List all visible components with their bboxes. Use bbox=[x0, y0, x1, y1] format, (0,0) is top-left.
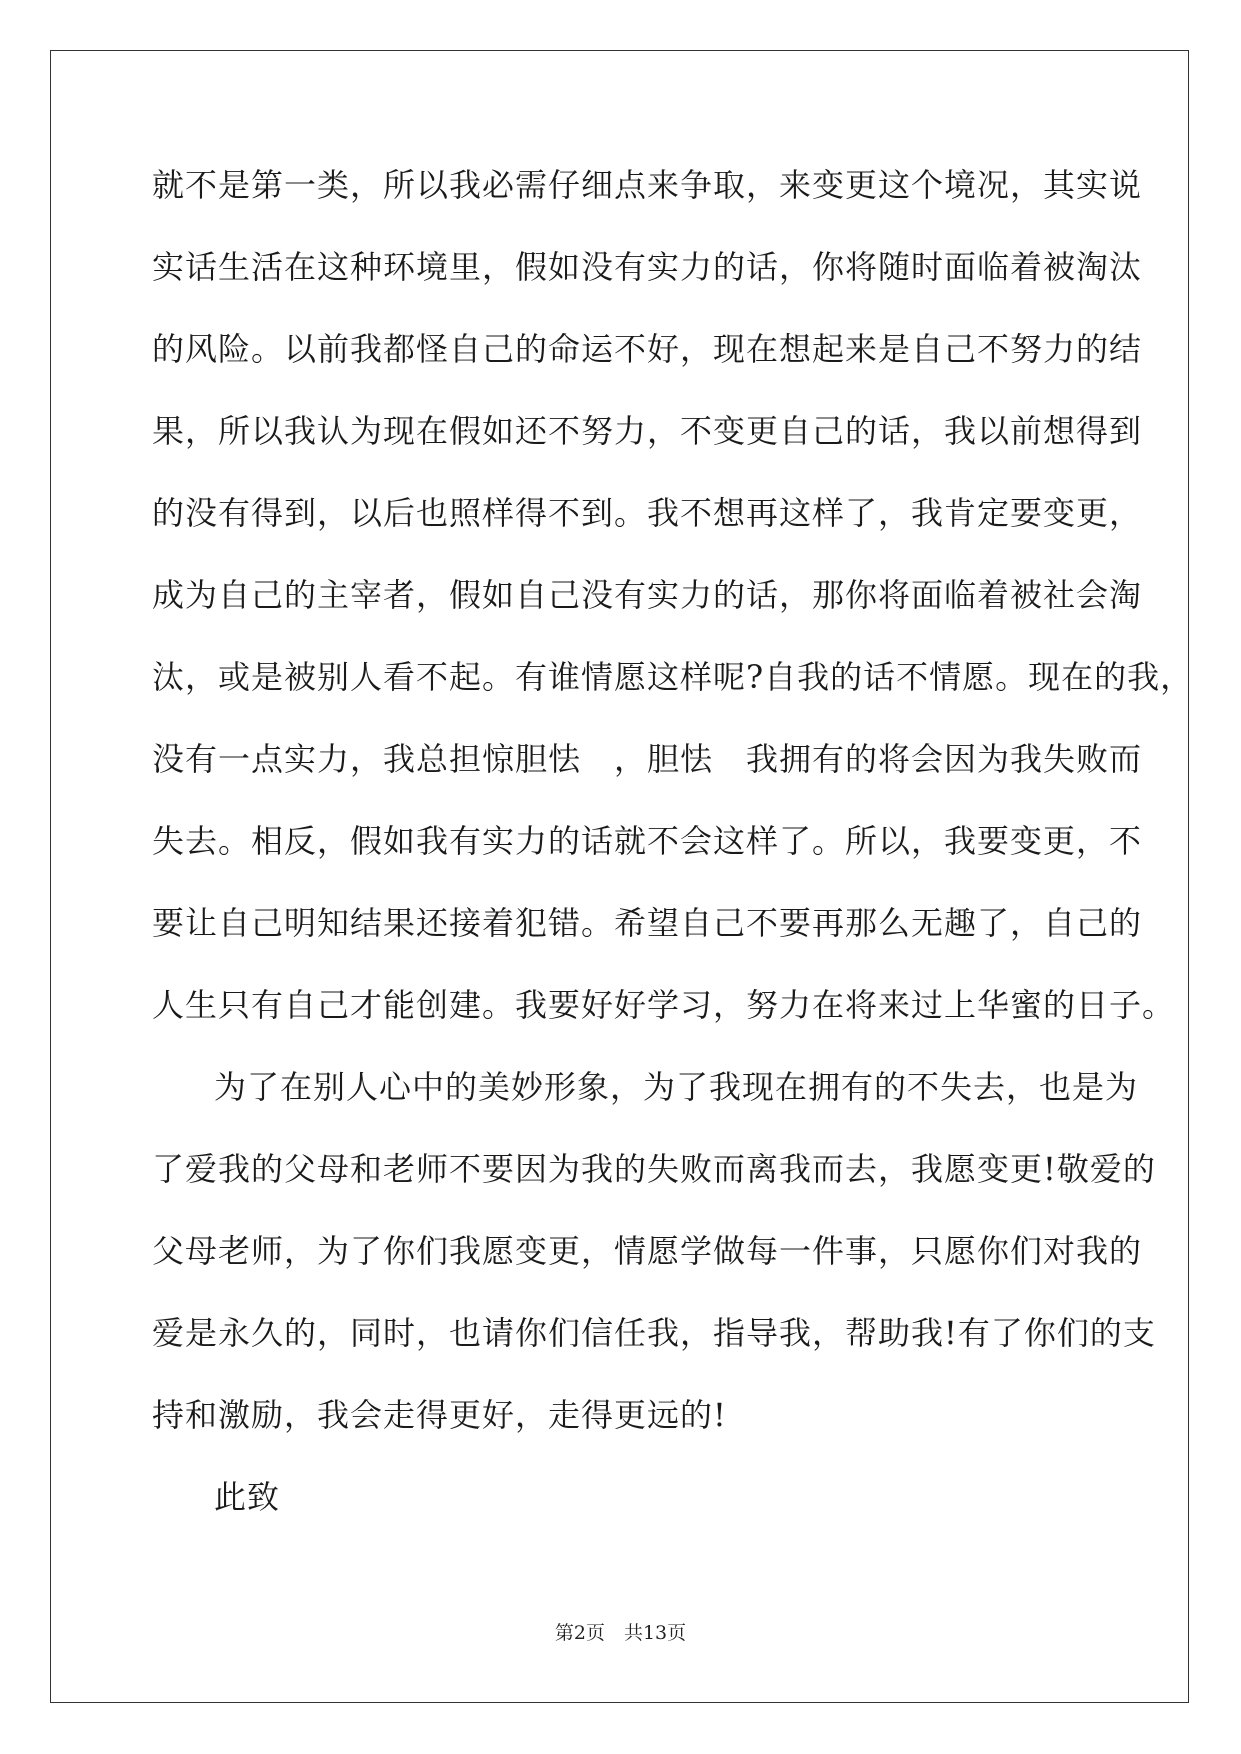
text-line: 失去。相反，假如我有实力的话就不会这样了。所以，我要变更，不 bbox=[152, 822, 1143, 860]
text-line: 了爱我的父母和老师不要因为我的失败而离我而去，我愿变更!敬爱的 bbox=[152, 1150, 1156, 1188]
document-body bbox=[152, 160, 1194, 1554]
page-footer bbox=[0, 1618, 1241, 1645]
paragraph-start-line: 为了在别人心中的美妙形象，为了我现在拥有的不失去，也是为 bbox=[214, 1068, 1139, 1106]
text-line: 果，所以我认为现在假如还不努力，不变更自己的话，我以前想得到 bbox=[152, 412, 1143, 450]
text-line: 成为自己的主宰者，假如自己没有实力的话，那你将面临着被社会淘 bbox=[152, 576, 1143, 614]
text-line: 没有一点实力，我总担惊胆怯 ，胆怯 我拥有的将会因为我失败而 bbox=[152, 740, 1143, 778]
text-line: 的风险。以前我都怪自己的命运不好，现在想起来是自己不努力的结 bbox=[152, 330, 1143, 368]
text-line: 的没有得到，以后也照样得不到。我不想再这样了，我肯定要变更， bbox=[152, 494, 1143, 532]
text-line: 实话生活在这种环境里，假如没有实力的话，你将随时面临着被淘汰 bbox=[152, 248, 1143, 286]
text-line: 就不是第一类，所以我必需仔细点来争取，来变更这个境况，其实说 bbox=[152, 166, 1143, 204]
text-line: 汰，或是被别人看不起。有谁情愿这样呢?自我的话不情愿。现在的我， bbox=[152, 658, 1194, 696]
text-line: 要让自己明知结果还接着犯错。希望自己不要再那么无趣了，自己的 bbox=[152, 904, 1143, 942]
text-line: 父母老师，为了你们我愿变更，情愿学做每一件事，只愿你们对我的 bbox=[152, 1232, 1143, 1270]
text-line: 人生只有自己才能创建。我要好好学习，努力在将来过上华蜜的日子。 bbox=[152, 986, 1176, 1024]
closing-salutation: 此致 bbox=[214, 1478, 281, 1516]
text-line: 持和激励，我会走得更好，走得更远的! bbox=[152, 1396, 727, 1434]
text-line: 爱是永久的，同时，也请你们信任我，指导我，帮助我!有了你们的支 bbox=[152, 1314, 1156, 1352]
page-number: 第2页 共13页 bbox=[554, 1622, 687, 1644]
